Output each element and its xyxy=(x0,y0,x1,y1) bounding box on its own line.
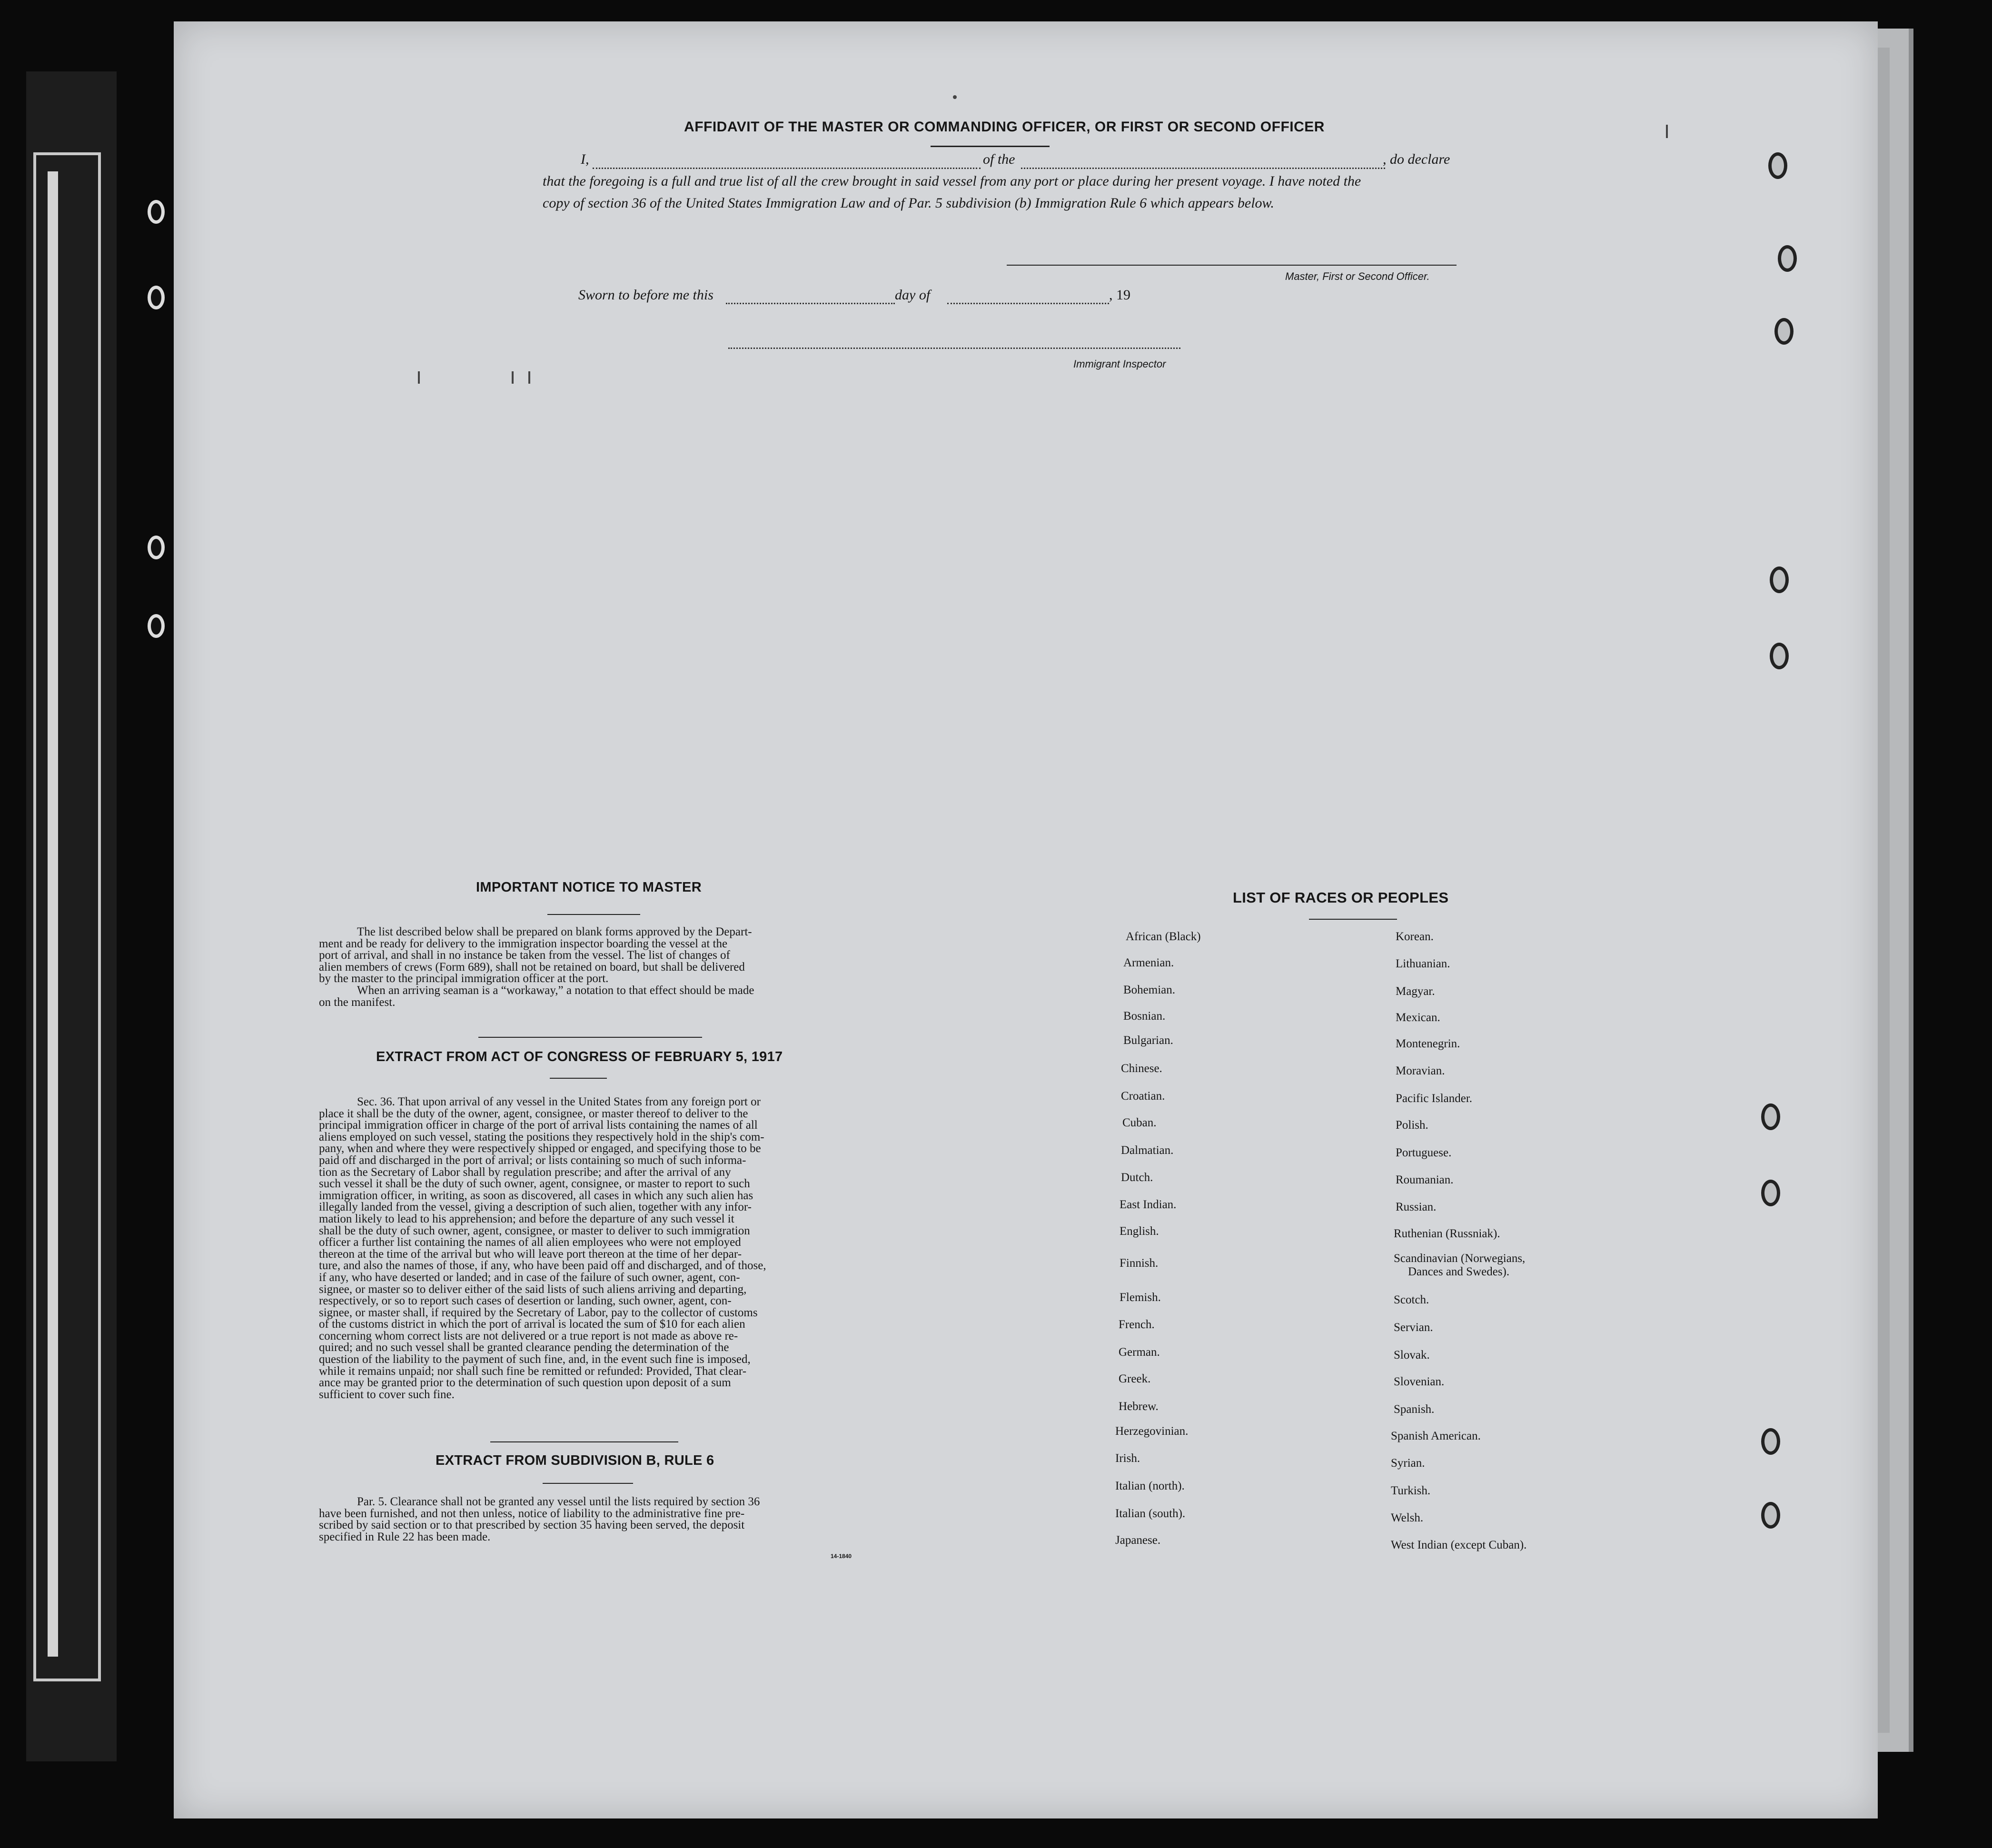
race-item: Syrian. xyxy=(1391,1457,1425,1470)
rule-line: scribed by said section or to that prescribed by section 35 having been served, the deposit xyxy=(319,1519,745,1532)
act-line: principal immigration officer in charge of the port of arrival lists containing the names of all xyxy=(319,1119,758,1132)
affidavit-declare: , do declare xyxy=(1383,151,1450,167)
race-item: Montenegrin. xyxy=(1396,1037,1460,1050)
punch-hole xyxy=(1770,643,1789,669)
race-item: Irish. xyxy=(1115,1452,1140,1465)
act-line: shall be the duty of such owner, agent, consignee, or master to deliver to such immigration xyxy=(319,1224,750,1237)
race-item: Scandinavian (Norwegians, xyxy=(1394,1252,1526,1265)
race-item: Japanese. xyxy=(1115,1534,1161,1547)
punch-hole xyxy=(1774,318,1794,345)
race-item: Hebrew. xyxy=(1119,1400,1159,1413)
act-line: tion as the Secretary of Labor shall by regulation prescribe; and after the arrival of any xyxy=(319,1165,731,1179)
punch-hole xyxy=(1761,1103,1780,1130)
act-line: of the customs district in which the port of arrival is located the sum of $10 for each alien xyxy=(319,1318,745,1331)
race-item: Ruthenian (Russniak). xyxy=(1394,1227,1500,1240)
race-item: Croatian. xyxy=(1121,1090,1165,1103)
race-item: Armenian. xyxy=(1123,956,1174,969)
race-item: Roumanian. xyxy=(1396,1173,1454,1186)
binder-hole xyxy=(148,286,165,309)
race-item: Chinese. xyxy=(1121,1062,1162,1075)
signature-line xyxy=(1007,265,1457,266)
punch-hole xyxy=(1761,1180,1780,1206)
act-separator xyxy=(490,1441,678,1442)
act-line: ance may be granted prior to the determination of such question upon deposit of a sum xyxy=(319,1376,731,1390)
sworn-text: Sworn to before me this xyxy=(578,287,714,303)
manifest-page xyxy=(174,21,1878,1818)
race-item: Dances and Swedes). xyxy=(1408,1265,1510,1278)
rule-line: Par. 5. Clearance shall not be granted any vessel until the lists required by section 36 xyxy=(357,1495,760,1508)
act-extract-title: EXTRACT FROM ACT OF CONGRESS OF FEBRUARY 5, 1917 xyxy=(376,1049,783,1064)
race-item: Dutch. xyxy=(1121,1171,1153,1184)
act-line: if any, who have deserted or landed; and in case of the failure of such owner, agent, con- xyxy=(319,1271,740,1284)
notice-title: IMPORTANT NOTICE TO MASTER xyxy=(476,880,702,895)
act-line: pany, when and where they were respectively shipped or engaged, and specifying those to be xyxy=(319,1142,761,1155)
race-item: African (Black) xyxy=(1126,930,1201,943)
race-item: Magyar. xyxy=(1396,985,1435,998)
act-line: immigration officer, in writing, as soon as discovered, all cases in which any such alien has xyxy=(319,1189,753,1202)
scan-mark xyxy=(1666,125,1668,138)
act-line: sufficient to cover such fine. xyxy=(319,1388,455,1401)
affidavit-line-2: that the foregoing is a full and true list of all the crew brought in said vessel from any port or place during her present voyage. I have noted the xyxy=(543,173,1361,189)
race-item: Russian. xyxy=(1396,1201,1437,1213)
rule-extract-title: EXTRACT FROM SUBDIVISION B, RULE 6 xyxy=(436,1453,714,1468)
race-item: Italian (south). xyxy=(1115,1507,1186,1520)
vessel-blank xyxy=(1021,168,1385,169)
act-line: ture, and also the names of those, if any, who have been paid off and discharged, and of those, xyxy=(319,1259,766,1272)
notice-line: port of arrival, and shall in no instance be taken from the vessel. The list of changes of xyxy=(319,949,730,962)
binder-hole xyxy=(148,536,165,559)
act-line: mation likely to lead to his apprehension; and before the departure of any such vessel it xyxy=(319,1212,734,1225)
race-item: Slovak. xyxy=(1394,1349,1430,1361)
act-line: place it shall be the duty of the owner, agent, consignee, or master thereof to deliver to the xyxy=(319,1107,748,1120)
race-item: Servian. xyxy=(1394,1321,1433,1334)
race-item: Bohemian. xyxy=(1123,984,1176,996)
act-line: such vessel it shall be the duty of such owner, agent, consignee, or master to report to such xyxy=(319,1177,750,1191)
notice-body xyxy=(319,926,871,1008)
race-item: Dalmatian. xyxy=(1121,1144,1174,1157)
affidavit-of-the: of the xyxy=(983,151,1015,167)
race-item: Mexican. xyxy=(1396,1011,1440,1024)
affidavit-i: I, xyxy=(581,151,589,167)
race-item: Bosnian. xyxy=(1123,1010,1166,1023)
inspector-caption: Immigrant Inspector xyxy=(1073,358,1166,370)
act-line: concerning whom correct lists are not delivered or a true report is not made as above re- xyxy=(319,1329,738,1342)
sworn-year: , 19 xyxy=(1109,287,1130,303)
sworn-month-blank xyxy=(947,303,1109,304)
race-item: German. xyxy=(1119,1346,1160,1359)
race-item: Portuguese. xyxy=(1396,1146,1452,1159)
act-line: Sec. 36. That upon arrival of any vessel in the United States from any foreign port or xyxy=(357,1095,761,1108)
race-item: Finnish. xyxy=(1120,1257,1159,1270)
day-of: day of xyxy=(895,287,931,303)
scan-mark xyxy=(512,371,514,384)
act-line: while it remains unpaid; nor shall such fine be remitted or refunded: Provided, That clear- xyxy=(319,1364,747,1378)
scan-mark xyxy=(953,95,957,99)
form-number: 14-1840 xyxy=(831,1553,852,1560)
binder-strip-inner xyxy=(48,171,58,1657)
act-line: question of the liability to the payment of such fine, and, in the event such fine is imposed, xyxy=(319,1353,751,1366)
affidavit-line-3: copy of section 36 of the United States Immigration Law and of Par. 5 subdivision (b) Immigration Rule 6 which appears below. xyxy=(543,195,1274,211)
inspector-line xyxy=(728,348,1180,349)
rule-line: have been furnished, and not then unless, notice of liability to the administrative fine pre- xyxy=(319,1507,745,1520)
race-item: Scotch. xyxy=(1394,1293,1429,1306)
race-item: Welsh. xyxy=(1391,1511,1424,1524)
race-item: Korean. xyxy=(1396,930,1434,943)
notice-line: The list described below shall be prepared on blank forms approved by the Depart- xyxy=(357,925,752,938)
notice-line: on the manifest. xyxy=(319,995,396,1009)
sworn-day-blank xyxy=(726,303,895,304)
races-underline xyxy=(1309,919,1397,920)
race-item: Turkish. xyxy=(1391,1484,1431,1497)
race-item: Spanish American. xyxy=(1391,1430,1481,1442)
race-item: French. xyxy=(1119,1318,1155,1331)
act-line: thereon at the time of the arrival but who will leave port thereon at the time of her depar- xyxy=(319,1247,742,1261)
act-underline xyxy=(550,1078,607,1079)
notice-line: ment and be ready for delivery to the immigration inspector boarding the vessel at the xyxy=(319,937,728,950)
act-line: aliens employed on such vessel, stating the positions they respectively hold in the ship's com- xyxy=(319,1130,764,1143)
race-item: Italian (north). xyxy=(1115,1480,1185,1492)
punch-hole xyxy=(1778,245,1797,272)
act-line: quired; and no such vessel shall be granted clearance pending the determination of the xyxy=(319,1341,729,1354)
rule-line: specified in Rule 22 has been made. xyxy=(319,1530,491,1543)
notice-separator xyxy=(478,1037,702,1038)
race-item: Slovenian. xyxy=(1394,1375,1445,1388)
act-line: signee, or master shall, if required by the Secretary of Labor, pay to the collector of customs xyxy=(319,1306,758,1319)
race-item: Lithuanian. xyxy=(1396,957,1450,970)
binder-strip xyxy=(33,152,101,1681)
punch-hole xyxy=(1761,1428,1780,1455)
act-line: respectively, or so to report such cases of desertion or landing, such owner, agent, con- xyxy=(319,1294,732,1308)
act-line: illegally landed from the vessel, giving a description of such alien, together with any infor- xyxy=(319,1201,752,1214)
binder-hole xyxy=(148,200,165,224)
race-item: East Indian. xyxy=(1120,1198,1177,1211)
rule-extract-body xyxy=(319,1496,871,1543)
name-blank xyxy=(593,168,981,169)
title-underline xyxy=(931,146,1050,147)
races-title: LIST OF RACES OR PEOPLES xyxy=(1233,889,1449,906)
race-item: Spanish. xyxy=(1394,1403,1435,1416)
race-item: Cuban. xyxy=(1122,1116,1157,1129)
notice-underline xyxy=(547,914,640,915)
notice-line: by the master to the principal immigration officer at the port. xyxy=(319,972,609,985)
punch-hole xyxy=(1761,1502,1780,1529)
signature-caption: Master, First or Second Officer. xyxy=(1285,270,1430,282)
race-item: Moravian. xyxy=(1396,1064,1445,1077)
affidavit-title: AFFIDAVIT OF THE MASTER OR COMMANDING OFFICER, OR FIRST OR SECOND OFFICER xyxy=(684,119,1325,135)
race-item: Herzegovinian. xyxy=(1115,1425,1189,1438)
rule-underline xyxy=(543,1483,633,1484)
race-item: West Indian (except Cuban). xyxy=(1391,1539,1527,1551)
race-item: Flemish. xyxy=(1120,1291,1161,1304)
act-extract-body xyxy=(319,1096,871,1401)
notice-line: When an arriving seaman is a “workaway,” a notation to that effect should be made xyxy=(357,984,754,997)
act-line: signee, or master so to deliver either of the said lists of such aliens arriving and departing, xyxy=(319,1282,747,1296)
race-item: English. xyxy=(1120,1225,1159,1238)
race-item: Greek. xyxy=(1119,1372,1151,1385)
binder-hole xyxy=(148,614,165,638)
notice-line: alien members of crews (Form 689), shall not be retained on board, but shall be delivered xyxy=(319,960,745,974)
race-item: Bulgarian. xyxy=(1123,1034,1173,1047)
scan-mark xyxy=(528,371,530,384)
act-line: paid off and discharged in the port of arrival; or lists containing so much of such informa- xyxy=(319,1153,746,1167)
scan-mark xyxy=(418,371,420,384)
act-line: officer a further list containing the names of all alien employees who were not employed xyxy=(319,1236,741,1249)
race-item: Pacific Islander. xyxy=(1396,1092,1473,1105)
punch-hole xyxy=(1770,566,1789,593)
punch-hole xyxy=(1768,152,1787,179)
race-item: Polish. xyxy=(1396,1119,1428,1132)
